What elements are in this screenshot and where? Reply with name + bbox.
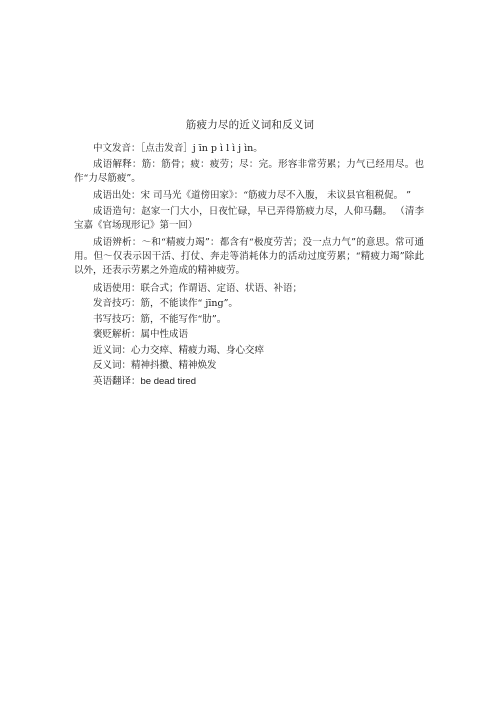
entry-label: 近义词：: [93, 344, 132, 356]
entry-antonyms: [74, 359, 424, 373]
entry-source: [74, 189, 424, 203]
entry-text: ［点击发音］j īn p ì l ì j ìn。: [140, 143, 263, 154]
entry-text: 属中性成语: [140, 329, 189, 340]
entry-text: ～和“精疲力竭”：都含有“极度劳苦；没一点力气”的意思。常可通用。但～仅表示因干活、打仗、奔走等消耗体力的活动过度劳累；“精疲力竭”除此以外，还表示劳累之外造成的精神疲劳。: [74, 237, 424, 276]
entry-usage: [74, 282, 424, 296]
entry-pronunciation: [74, 142, 424, 156]
entry-explanation: [74, 158, 424, 186]
entry-analysis: [74, 236, 424, 278]
entry-pronunciation-tip: [74, 297, 424, 311]
entry-example: [74, 205, 424, 233]
document-body: [74, 142, 424, 390]
entry-label: 成语出处：: [93, 190, 141, 201]
entry-label: 成语使用：: [93, 282, 141, 294]
entry-text: be dead tired: [140, 375, 196, 387]
entry-sentiment: [74, 328, 424, 342]
entry-label: 英语翻译：: [93, 375, 141, 387]
entry-text: 精神抖擞、精神焕发: [131, 360, 217, 371]
entry-label: 成语造句：: [93, 205, 142, 217]
entry-english: [74, 375, 424, 389]
entry-text: 心力交瘁、精疲力竭、身心交瘁: [131, 344, 265, 356]
entry-writing-tip: [74, 313, 424, 327]
document-title: 筋疲力尽的近义词和反义词: [185, 119, 315, 131]
entry-text: 赵家一门大小，日夜忙碌，早已弄得筋疲力尽，人仰马翻。 （清李宝嘉《官场现形记》第一回）: [74, 205, 424, 231]
entry-text: 筋：筋骨；疲：疲劳；尽：完。形容非常劳累；力气已经用尽。也作“力尽筋疲”。: [74, 158, 424, 184]
entry-text: 宋 司马光《道傍田家》：“筋疲力尽不入腹， 未议县官租税促。 ”: [140, 190, 412, 201]
entry-synonyms: [74, 344, 424, 358]
entry-label: 发音技巧：: [93, 298, 141, 309]
entry-text: 筋，不能读作“ jīng”。: [140, 298, 238, 309]
entry-label: 褒贬解析：: [93, 329, 141, 340]
entry-label: 书写技巧：: [93, 313, 141, 325]
entry-text: 联合式；作谓语、定语、状语、补语；: [140, 282, 303, 294]
entry-label: 反义词：: [93, 360, 132, 371]
entry-label: 中文发音：: [93, 143, 141, 154]
entry-text: 筋，不能写作“肋”。: [140, 313, 227, 325]
entry-label: 成语解释：: [93, 158, 142, 170]
entry-label: 成语辨析：: [93, 237, 142, 248]
